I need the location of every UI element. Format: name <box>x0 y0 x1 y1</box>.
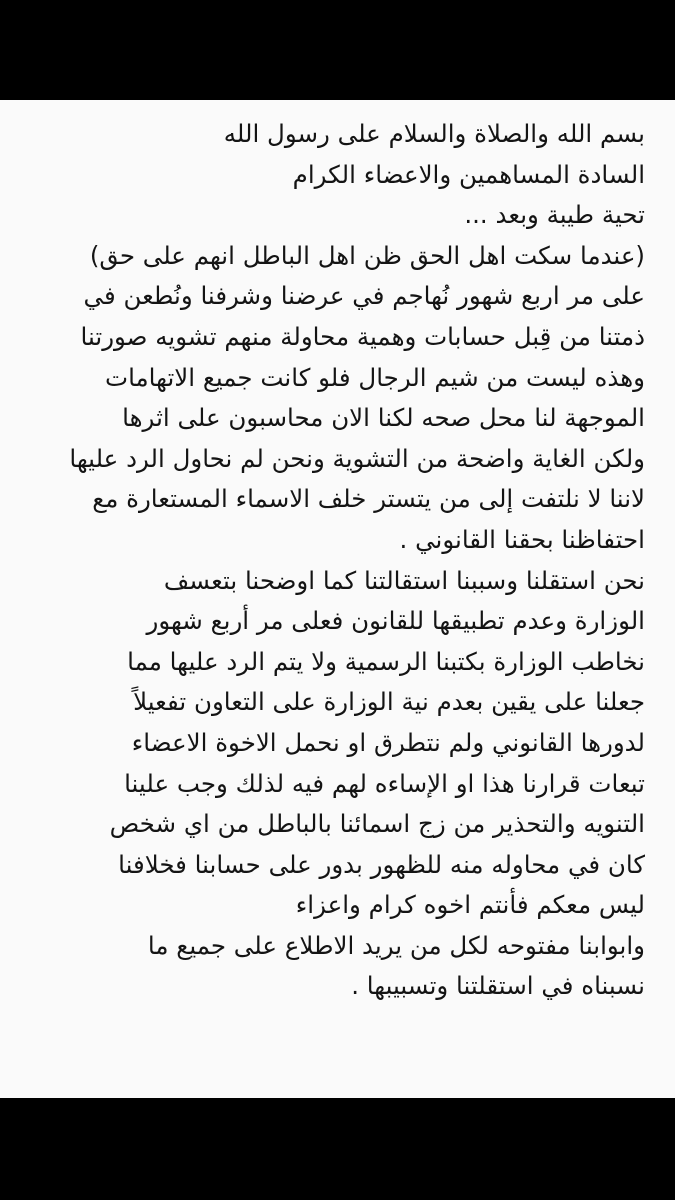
text-line: (عندما سكت اهل الحق ظن اهل الباطل انهم على حق) <box>89 240 645 270</box>
text-line: نخاطب الوزارة بكتبنا الرسمية ولا يتم الرد عليها مما <box>127 646 645 676</box>
text-line: لدورها القانوني ولم نتطرق او نحمل الاخوة الاعضاء <box>131 727 645 757</box>
text-line: تبعات قرارنا هذا او الإساءه لهم فيه لذلك وجب علينا <box>124 768 645 798</box>
text-line: ذمتنا من قِبل حسابات وهمية محاولة منهم تشويه صورتنا <box>80 321 645 351</box>
text-line: الموجهة لنا محل صحه لكنا الان محاسبون على اثرها <box>122 403 645 433</box>
text-line: على مر اربع شهور نُهاجم في عرضنا وشرفنا ونُطعن في <box>83 281 645 311</box>
text-line: ليس معكم فأنتم اخوه كرام واعزاء <box>295 890 645 920</box>
text-line: وابوابنا مفتوحه لكل من يريد الاطلاع على جميع ما <box>147 930 645 960</box>
text-line: نحن استقلنا وسببنا استقالتنا كما اوضحنا بتعسف <box>163 565 645 595</box>
text-line: كان في محاوله منه للظهور بدور على حسابنا فخلافنا <box>118 849 645 879</box>
text-line: الوزارة وعدم تطبيقها للقانون فعلى مر أربع شهور <box>146 606 645 636</box>
text-line: بسم الله والصلاة والسلام على رسول الله <box>223 119 645 148</box>
text-line: وهذه ليست من شيم الرجال فلو كانت جميع الاتهامات <box>105 362 645 392</box>
text-line: ولكن الغاية واضحة من التشوية ونحن لم نحاول الرد عليها <box>69 443 645 473</box>
statement-document <box>0 100 675 1098</box>
text-line: التنويه والتحذير من زج اسمائنا بالباطل من اي شخص <box>109 809 645 839</box>
text-line: السادة المساهمين والاعضاء الكرام <box>292 159 645 189</box>
text-line: لاننا لا نلتفت إلى من يتستر خلف الاسماء المستعارة مع <box>92 484 645 514</box>
text-line: جعلنا على يقين بعدم نية الوزارة على التعاون تفعيلاً <box>133 687 645 717</box>
text-line: احتفاظنا بحقنا القانوني . <box>399 524 645 554</box>
text-line: تحية طيبة وبعد ... <box>464 200 645 230</box>
statement-text <box>18 114 645 1007</box>
text-line: نسبناه في استقلتنا وتسبيبها . <box>351 971 645 1001</box>
